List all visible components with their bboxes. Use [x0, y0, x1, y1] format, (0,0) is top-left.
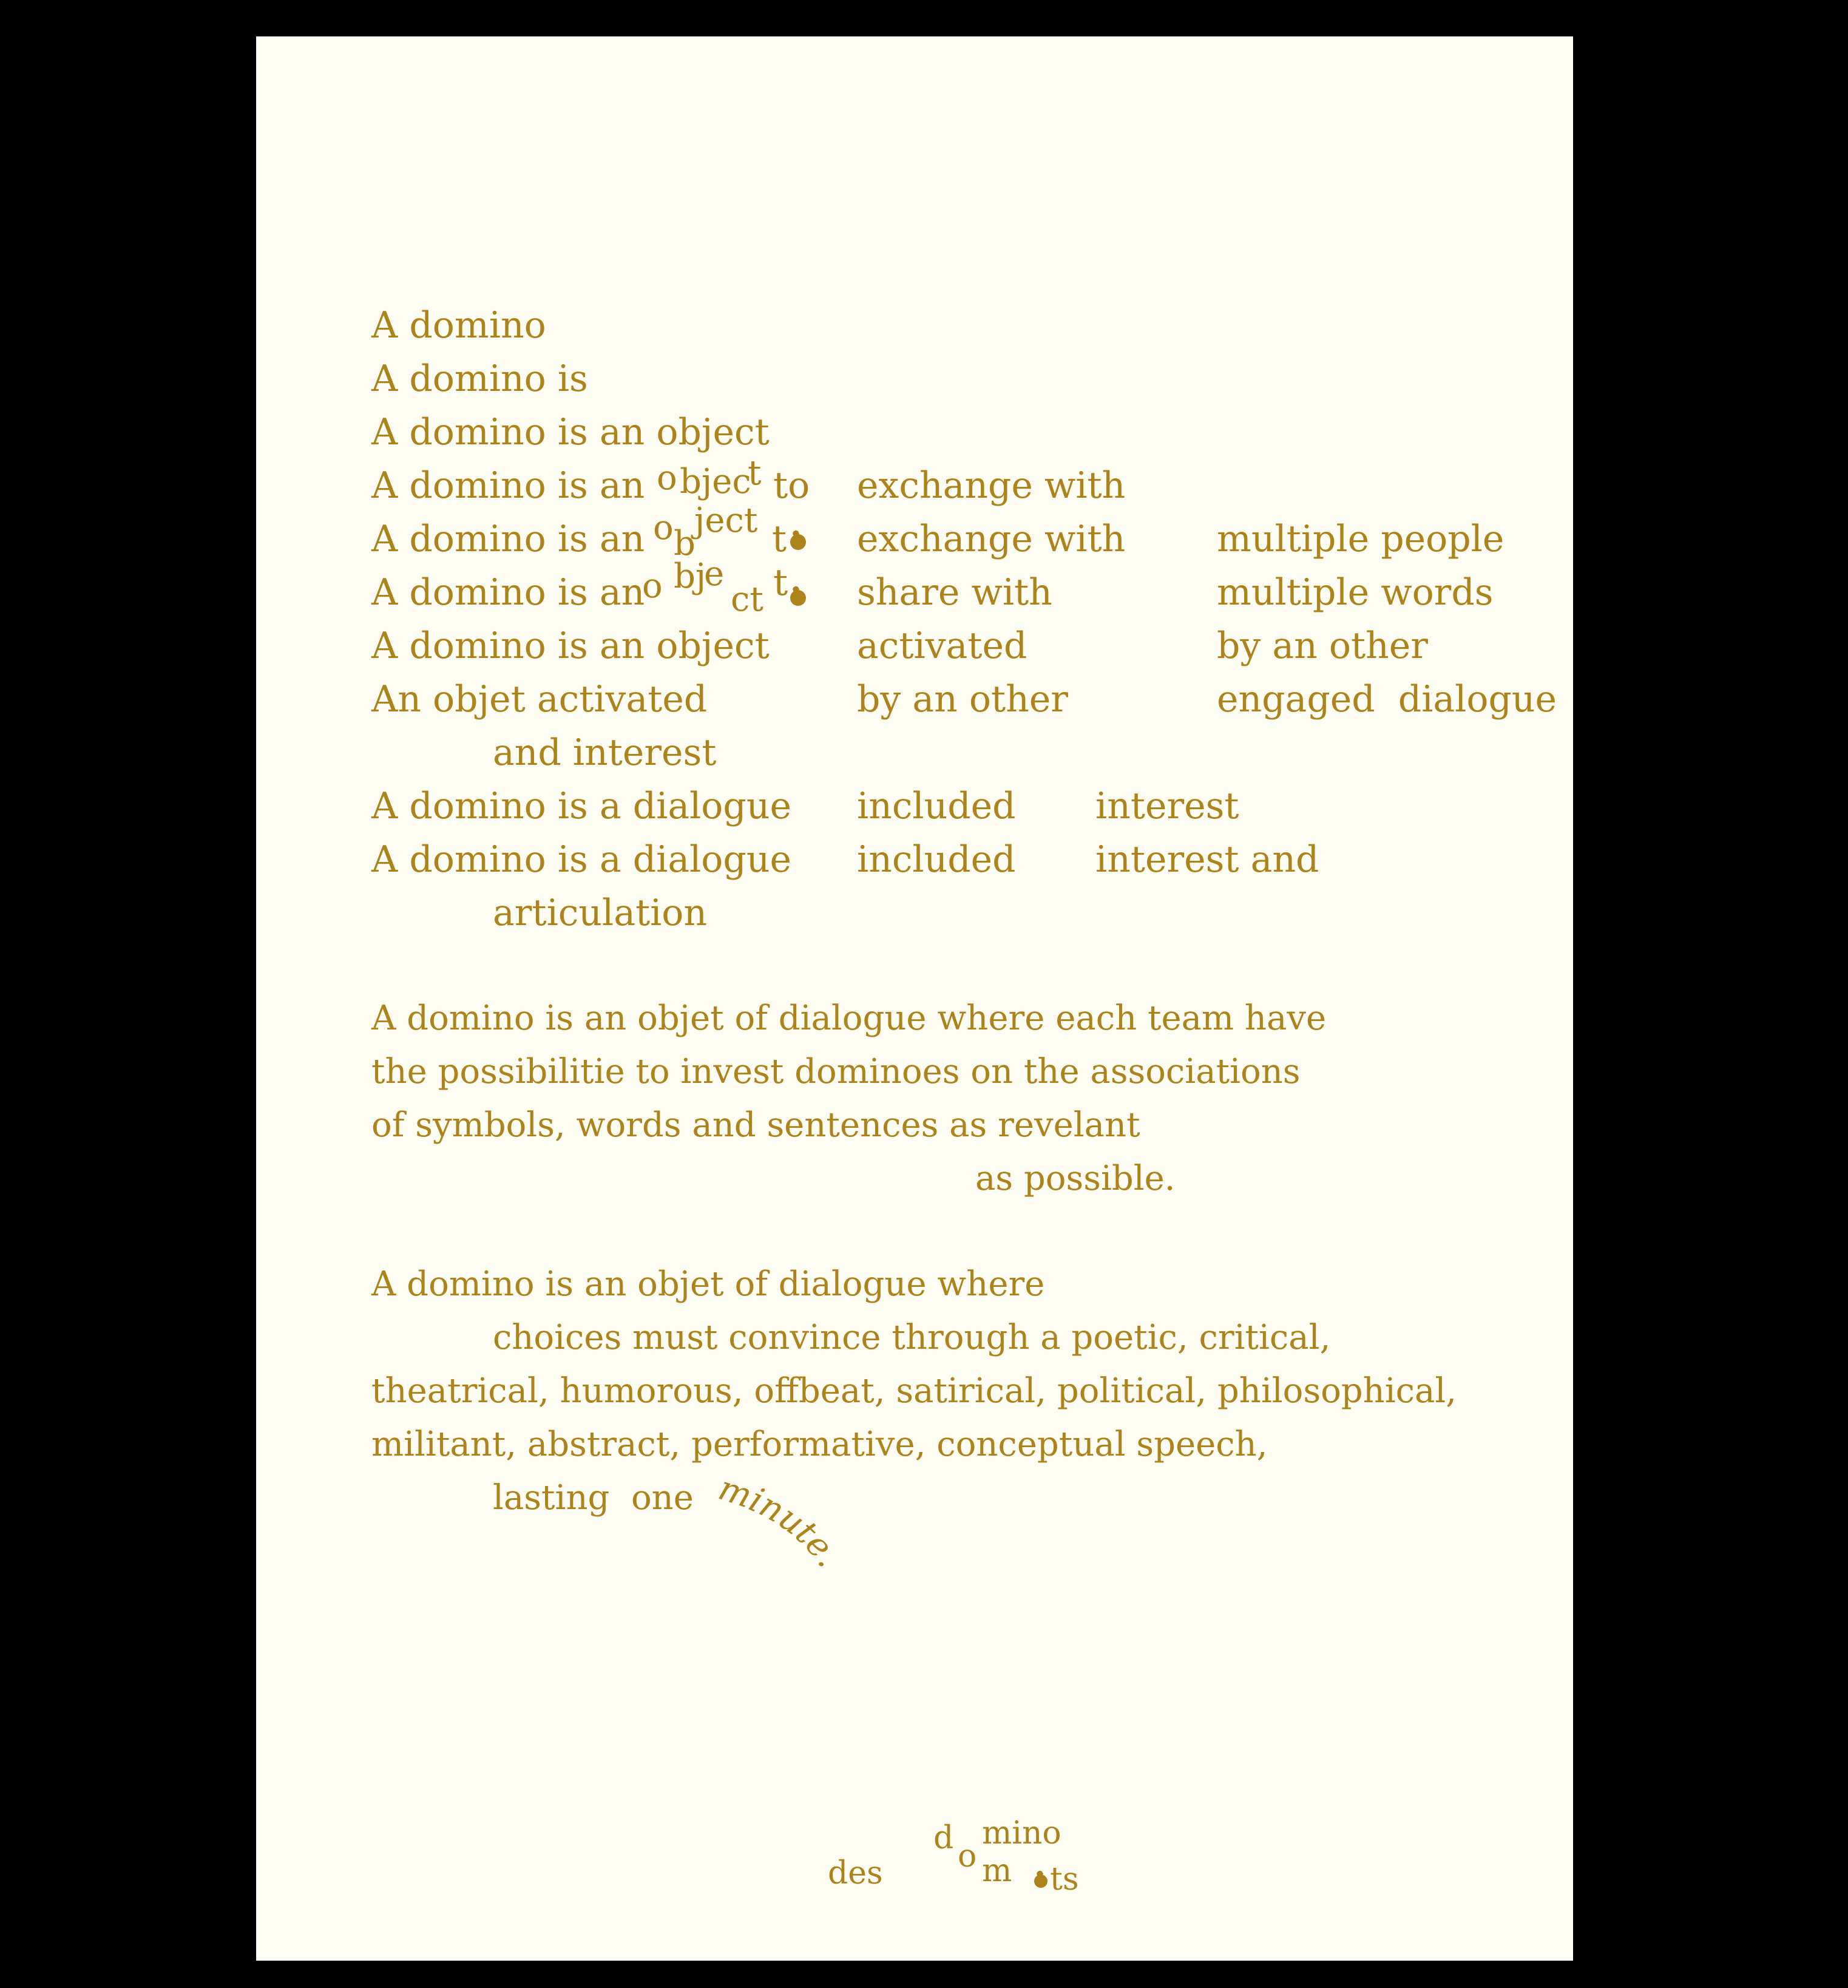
paragraph-1-line-1: A domino is an objet of dialogue where each team have — [371, 999, 1327, 1038]
poem-line-6-col2: share with — [857, 571, 1052, 614]
poem-line-11-col1: A domino is a dialogue — [371, 838, 791, 881]
poem-line-1: A domino — [371, 304, 546, 347]
poem-line-6-t: t — [773, 561, 788, 604]
paragraph-1-tail: as possible. — [975, 1159, 1176, 1198]
poem-line-5-t: t — [772, 518, 787, 560]
paragraph-2-line-2: choices must convince through a poetic, critical, — [493, 1318, 1331, 1357]
domino-dot-icon — [1034, 1874, 1048, 1888]
object-letters-bj: bj — [674, 557, 706, 596]
poster-sheet — [256, 36, 1573, 1961]
paragraph-2-line-1: A domino is an objet of dialogue where — [371, 1264, 1045, 1304]
paragraph-1-line-3: of symbols, words and sentences as revelant — [371, 1105, 1140, 1145]
poem-line-10-col1: A domino is a dialogue — [371, 785, 791, 827]
logo-des: des — [828, 1855, 883, 1891]
svg-text:minute. — [714, 1468, 848, 1575]
paragraph-1-line-2: the possibilitie to invest dominoes on the associations — [371, 1052, 1301, 1091]
poem-line-11-col2: included — [857, 838, 1016, 881]
object-letters-bjec: bjec — [680, 462, 751, 501]
poem-line-7-col2: activated — [857, 625, 1027, 667]
poem-line-5-col2: exchange with — [857, 518, 1126, 560]
object-letters-ct: ct — [731, 580, 763, 619]
poem-line-10-col3: interest — [1095, 785, 1239, 827]
object-letter-o: o — [653, 508, 674, 548]
poem-line-6-start: A domino is an — [371, 571, 645, 614]
poem-line-5-col3: multiple people — [1217, 518, 1504, 560]
poem-line-8-col3: engaged dialogue — [1217, 678, 1557, 721]
poem-line-8-col2: by an other — [857, 678, 1068, 721]
logo-letters-ts: ts — [1050, 1861, 1079, 1898]
poem-line-4-start: A domino is an — [371, 464, 645, 507]
logo-letter-m: m — [982, 1853, 1012, 1889]
poem-line-9: and interest — [493, 731, 717, 774]
poem-line-3: A domino is an object — [371, 411, 770, 453]
poem-line-7-col3: by an other — [1217, 625, 1428, 667]
poem-line-10-col2: included — [857, 785, 1016, 827]
paragraph-2-line-3: theatrical, humorous, offbeat, satirical, political, philosophical, — [371, 1371, 1457, 1411]
curved-word-text: minute. — [714, 1468, 848, 1575]
poem-line-8-col1: An objet activated — [371, 678, 708, 721]
paragraph-2-line-5: lasting one — [493, 1478, 694, 1518]
poem-line-2: A domino is — [371, 358, 588, 400]
poem-line-6-col3: multiple words — [1217, 571, 1494, 614]
object-letter-b: b — [674, 524, 696, 563]
poem-line-7-col1: A domino is an object — [371, 625, 770, 667]
poem-line-4-to: to — [773, 464, 810, 507]
object-letter-o: o — [657, 458, 677, 498]
poem-line-4-col2: exchange with — [857, 464, 1126, 507]
object-letter-o: o — [642, 566, 663, 606]
object-letters-ject: ject — [694, 501, 758, 540]
poem-line-5-start: A domino is an — [371, 518, 645, 560]
logo-letter-d: d — [933, 1820, 954, 1856]
poem-line-11-col3: interest and — [1095, 838, 1319, 881]
logo-letters-mino: mino — [982, 1815, 1061, 1851]
poem-line-12: articulation — [493, 892, 708, 934]
object-letter-e: e — [704, 554, 725, 594]
paragraph-2-line-4: militant, abstract, performative, conceptual speech, — [371, 1425, 1268, 1464]
logo-letter-o: o — [958, 1838, 977, 1874]
object-letter-t: t — [748, 453, 762, 493]
curved-word-minute — [256, 36, 1573, 1961]
